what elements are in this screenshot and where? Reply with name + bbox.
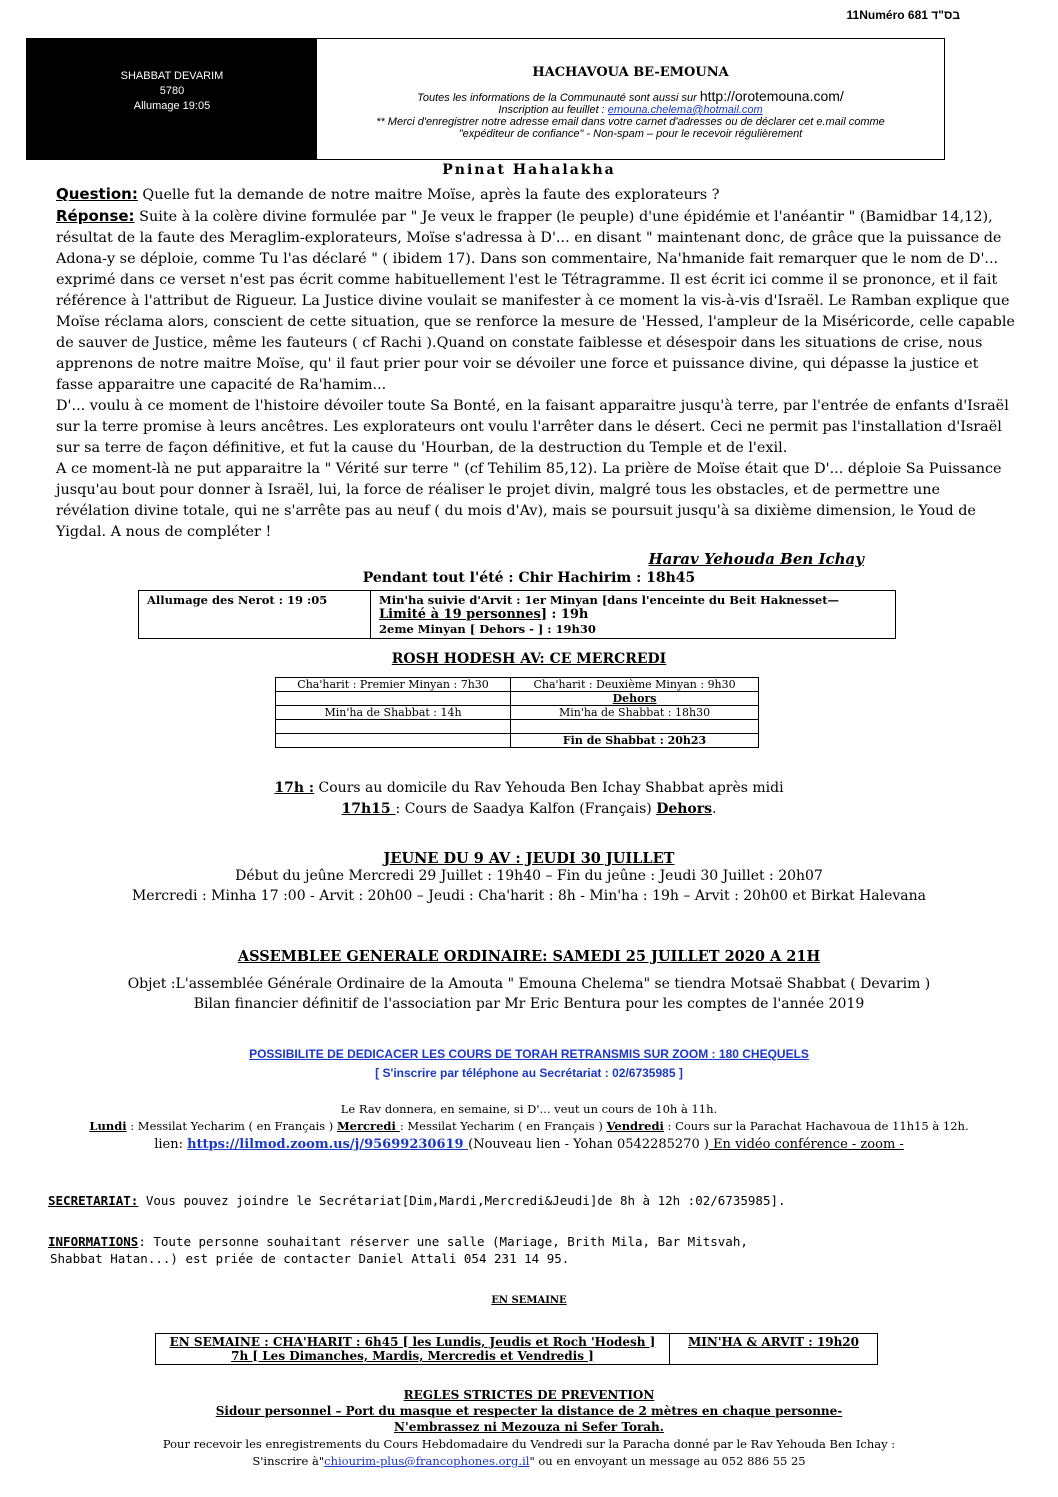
cours-2-time: 17h15 (341, 801, 396, 817)
table-cell (276, 720, 511, 734)
ag-line-2: Bilan financier définitif de l'association par Mr Eric Bentura pour les comptes de l'année 2019 (193, 996, 865, 1012)
header-shabbat: SHABBAT DEVARIM (120, 70, 224, 82)
answer-text: Suite à la colère divine formulée par " Je veux le frapper (le peuple) d'une épidémie et l'anéantir " (Bamidbar 14,12), résultat de la faute des Meraglim-explorateurs, Moïse s'adressa à D'... en disant " maintenant donc, de grâce que la puissance de Adona-y se déploie, comme Tu l'as déclaré " ( ibidem 17). Dans son commentaire, Na'hmanide fait remarquer que le nom de D'... exprimé dans ce verset n'est pas écrit comme habituellement l'est le Tétragramme. Il est écrit ici comme il se prononce, et il fait référence à l'attribut de Rigueur. La Justice divine voulait se manifester à ce moment la vis-à-vis d'Israël. Le Ramban explique que Moïse réclama alors, conscient de cette situation, que se renforce la mesure de 'Hessed, l'ampleur de la Miséricorde, celle capable de sauver de Justice, même les fauteurs ( cf Rachi ).Quand on constate faiblesse et désespoir dans les situations de crise, nous apprenons de notre maitre Moïse, qu' il faut prier pour voir se dévoiler une force et puissance divine, qui dépasse la justice et fasse apparaitre une capacité de Ra'hamim... (56, 209, 1015, 393)
lien-text: (Nouveau lien - Yohan 0542285270 ) (468, 1137, 709, 1152)
footer-suffix: " ou en envoyant un message au 052 886 55 25 (529, 1454, 806, 1468)
question-text: Quelle fut la demande de notre maitre Moïse, après la faute des explorateurs ? (137, 187, 720, 203)
minha-limit-time: ] : 19h (540, 607, 589, 622)
header-title: HACHAVOUA BE-EMOUNA (532, 65, 729, 80)
vendredi-text: : Cours sur la Parachat Hachavoua de 11h15 à 12h. (663, 1119, 969, 1133)
secretariat (48, 1193, 786, 1208)
weekday-shaharit-cell (156, 1334, 670, 1365)
weekday-minha-cell: MIN'HA & ARVIT : 19h20 (670, 1334, 878, 1365)
zoom-register: [ S'inscrire par téléphone au Secrétariat : 02/6735985 ] (375, 1066, 683, 1080)
summer-schedule: Pendant tout l'été : Chir Hachirim : 18h45 (362, 570, 696, 586)
table-cell: Cha'harit : Deuxième Minyan : 9h30 (511, 678, 759, 692)
secretariat-text: Vous pouvez joindre le Secrétariat[Dim,Mardi,Mercredi&Jeudi]de 8h à 12h :02/6735985]. (138, 1193, 786, 1208)
lien-label: lien: (154, 1137, 188, 1152)
header-year: 5780 (159, 85, 185, 97)
table-row (276, 706, 759, 720)
lien-end: En vidéo conférence - zoom - (708, 1137, 904, 1152)
answer-label: Réponse: (56, 207, 135, 225)
shabbat-table (275, 677, 759, 748)
minha-cell (371, 591, 896, 639)
header-line3: ** Merci d'enregistrer notre adresse email dans votre carnet d'adresses ou de déclarer cet e.mail comme (376, 116, 885, 128)
zoom-link-line (0, 1137, 1058, 1152)
footer-prefix: S'inscrire à" (252, 1454, 325, 1468)
regles-line-1: Sidour personnel – Port du masque et respecter la distance de 2 mètres en chaque personne- (215, 1404, 843, 1418)
issue-number: 11Numéro 681 בס"ד (846, 8, 960, 22)
weekday-table (155, 1333, 878, 1365)
section-title: Pninat Hahalakha (442, 162, 616, 178)
table-cell: Min'ha de Shabbat : 18h30 (511, 706, 759, 720)
lundi-text: : Messilat Yecharim ( en Français ) (126, 1119, 337, 1133)
signature: Harav Yehouda Ben Ichay (648, 550, 864, 568)
jeune-line-1: Début du jeûne Mercredi 29 Juillet : 19h40 – Fin du jeûne : Jeudi 30 Juillet : 20h07 (235, 868, 823, 884)
table-cell (511, 720, 759, 734)
article-body (56, 184, 1018, 543)
info-text: : Toute personne souhaitant réserver une salle (Mariage, Brith Mila, Bar Mitsvah, (138, 1234, 748, 1249)
footer-line-2 (0, 1454, 1058, 1468)
cours-1-text: Cours au domicile du Rav Yehouda Ben Ichay Shabbat après midi (314, 780, 784, 796)
info-label: INFORMATIONS (48, 1234, 139, 1249)
table-cell: Fin de Shabbat : 20h23 (511, 734, 759, 748)
minha-line1: Min'ha suivie d'Arvit : 1er Minyan [dans l'enceinte du Beit Haknesset— (379, 593, 840, 607)
rav-course: Le Rav donnera, en semaine, si D'... veut un cours de 10h à 11h. (340, 1102, 718, 1116)
table-cell: Cha'harit : Premier Minyan : 7h30 (276, 678, 511, 692)
info-text-2: Shabbat Hatan...) est priée de contacter Daniel Attali 054 231 14 95. (50, 1251, 570, 1266)
table-row (276, 720, 759, 734)
allumage-cell: Allumage des Nerot : 19 :05 (139, 591, 371, 639)
footer-email-link[interactable]: chiourim-plus@francophones.org.il (324, 1454, 530, 1468)
header-line4: "expéditeur de confiance" - Non-spam – pour le recevoir régulièrement (458, 128, 803, 140)
weekday-line-2: 7h [ Les Dimanches, Mardis, Mercredis et Vendredis ] (231, 1349, 594, 1363)
table-cell: Dehors (511, 692, 759, 706)
header-email-link[interactable]: emouna.chelema@hotmail.com (607, 104, 763, 116)
lundi-label: Lundi (89, 1119, 127, 1133)
header-box (26, 38, 945, 160)
vendredi-label: Vendredi (606, 1119, 664, 1133)
minha-limit: Limité à 19 personnes (379, 607, 541, 622)
header-right (317, 39, 944, 159)
rosh-hodesh-title: ROSH HODESH AV: CE MERCREDI (391, 651, 667, 667)
jeune-title: JEUNE DU 9 AV : JEUDI 30 JUILLET (383, 850, 675, 867)
cours-1 (0, 780, 1058, 796)
cours-2-text: : Cours de Saadya Kalfon (Français) (395, 801, 657, 817)
ag-title: ASSEMBLEE GENERALE ORDINAIRE: SAMEDI 25 JUILLET 2020 A 21H (237, 948, 821, 965)
table-row (276, 678, 759, 692)
mercredi-label: Mercredi (336, 1119, 400, 1133)
minha-line3: 2eme Minyan [ Dehors - ] : 19h30 (379, 622, 596, 636)
paragraph-2: D'... voulu à ce moment de l'histoire dévoiler toute Sa Bonté, en la faisant apparaitre jusqu'à terre, par l'entrée de enfants d'Israël sur la terre promise à leurs ancêtres. Les explorateurs ont voulu l'arrêter dans le désert. Ceci ne permit pas l'installation d'Israël sur sa terre de façon définitive, et fut la cause du 'Hourban, de la destruction du Temple et de l'exil. (56, 398, 1009, 456)
table-row (276, 734, 759, 748)
header-line2: Inscription au feuillet : (498, 104, 605, 116)
question-label: Question: (56, 185, 138, 203)
regles-title: REGLES STRICTES DE PREVENTION (403, 1388, 655, 1402)
header-left (27, 39, 317, 159)
header-allumage: Allumage 19:05 (133, 100, 211, 112)
header-line1: Toutes les informations de la Communauté sont aussi sur (417, 92, 697, 104)
cours-1-time: 17h : (274, 780, 315, 796)
table-cell: Min'ha de Shabbat : 14h (276, 706, 511, 720)
cours-2-end: Dehors (656, 801, 713, 817)
informations (48, 1234, 748, 1249)
regles-line-2: N'embrassez ni Mezouza ni Sefer Torah. (394, 1420, 664, 1434)
header-url[interactable]: http://orotemouna.com/ (699, 88, 844, 104)
jeune-line-2: Mercredi : Minha 17 :00 - Arvit : 20h00 – Jeudi : Cha'harit : 8h - Min'ha : 19h – Arvit : 20h00 et Birkat Halevana (131, 888, 927, 904)
table-row (276, 692, 759, 706)
table-cell (276, 734, 511, 748)
table-cell (276, 692, 511, 706)
footer-line-1: Pour recevoir les enregistrements du Cours Hebdomadaire du Vendredi sur la Paracha donné par le Rav Yehouda Ben Ichay : (162, 1437, 896, 1451)
zoom-link[interactable]: https://lilmod.zoom.us/j/95699230619 (187, 1137, 469, 1152)
cours-2: 17h15 : Cours de Saadya Kalfon (Français) Dehors. (341, 801, 717, 817)
weekly-courses (0, 1119, 1058, 1133)
zoom-dedication[interactable]: POSSIBILITE DE DEDICACER LES COURS DE TORAH RETRANSMIS SUR ZOOM : 180 CHEQUELS (249, 1047, 809, 1061)
schedule-table (138, 590, 896, 639)
mercredi-text: : Messilat Yecharim ( en Français ) (399, 1119, 607, 1133)
weekday-line-1: EN SEMAINE : CHA'HARIT : 6h45 [ les Lundis, Jeudis et Roch 'Hodesh ] (169, 1335, 656, 1349)
en-semaine-title: EN SEMAINE (491, 1295, 567, 1306)
paragraph-3: A ce moment-là ne put apparaitre la " Vérité sur terre " (cf Tehilim 85,12). La prière de Moïse était que D'... déploie Sa Puissance jusqu'au bout pour donner à Israël, lui, la force de réaliser le projet divin, malgré tous les obstacles, et de permettre une révélation divine totale, qui ne s'arrête pas au neuf ( du mois d'Av), mais se poursuit jusqu'à sa dixième dimension, le Youd de Yigdal. A nous de compléter ! (56, 461, 1002, 540)
ag-line-1: Objet :L'assemblée Générale Ordinaire de la Amouta " Emouna Chelema" se tiendra Motsaë Shabbat ( Devarim ) (127, 976, 931, 992)
secretariat-label: SECRETARIAT: (48, 1193, 139, 1208)
